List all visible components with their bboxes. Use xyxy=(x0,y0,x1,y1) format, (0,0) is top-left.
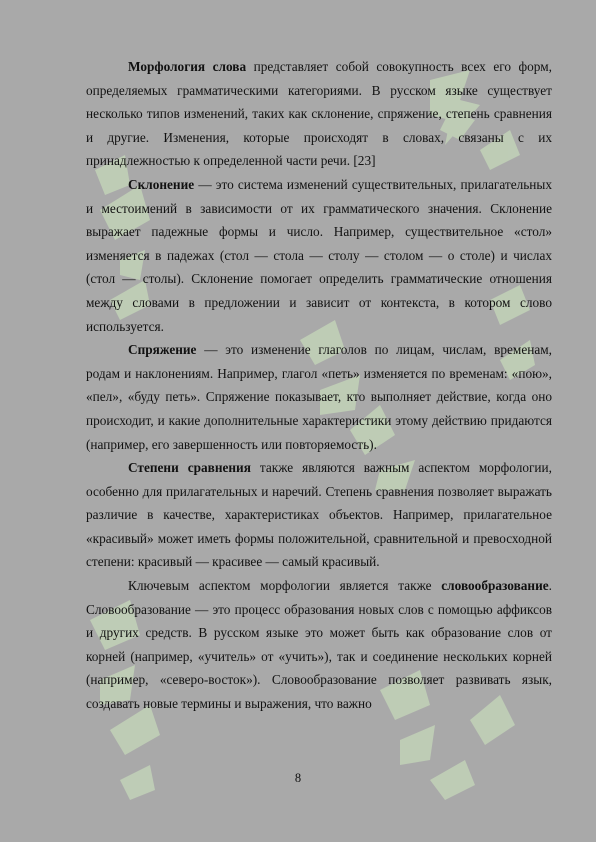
term-morphology: Морфология слова xyxy=(128,59,247,74)
paragraph-text: также являются важным аспектом морфологии, особенно для прилагательных и наречий. Степень сравнения позволяет выражать различие в качестве, характеристиках объектов. Например, прилагательное «красивый» может иметь формы положительной, сравнительной и превосходной степени: красивый — красивее — самый красивый. xyxy=(86,460,552,570)
paragraph-comparison xyxy=(86,456,552,574)
paragraph-morphology xyxy=(86,55,552,173)
paragraph-text: — это система изменений существительных, прилагательных и местоимений в зависимости от их грамматического значения. Склонение выражает падежные формы и число. Например, существительное «стол» изменяется в падежах (стол — стола — столу — столом — о столе) и числах (стол — столы). Склонение помогает определить грамматические отношения между словами в предложении и зависит от контекста, в котором слово используется. xyxy=(86,176,552,334)
paragraph-lead: Ключевым аспектом морфологии является также xyxy=(128,578,442,594)
page-number: 8 xyxy=(294,771,302,785)
term-declension: Склонение xyxy=(128,176,195,192)
paragraph-text: — это изменение глаголов по лицам, числам, временам, родам и наклонениям. Например, глагол «петь» изменяется по временам: «пою», «пел», «буду петь». Спряжение показывает, кто выполняет действие, когда оно происходит, и какие дополнительные характеристики этому действию придаются (например, его завершенность или повторяемость). xyxy=(86,342,552,452)
term-comparison: Степени сравнения xyxy=(128,460,251,476)
term-conjugation: Спряжение xyxy=(128,342,197,358)
body-text xyxy=(86,55,552,716)
paragraph-declension xyxy=(86,173,552,338)
term-word-formation: словообразование xyxy=(441,578,549,594)
paragraph-conjugation xyxy=(86,338,552,456)
paragraph-word-formation xyxy=(86,574,552,716)
paragraph-text: представляет собой совокупность всех его форм, определяемых грамматическими категориями. В русском языке существует несколько типов изменений, таких как склонение, спряжение, степень сравнения и другие. Изменения, которые происходят в словах, связаны с их принадлежностью к определенной части речи. [23] xyxy=(86,59,552,169)
paragraph-text: . Словообразование — это процесс образования новых слов с помощью аффиксов и других средств. В русском языке это может быть как образование слов от корней (например, «учитель» от «учить»), так и соединение нескольких корней (например, «северо-восток»). Словообразование позволяет развивать язык, создавать новые термины и выражения, что важно xyxy=(86,578,552,712)
